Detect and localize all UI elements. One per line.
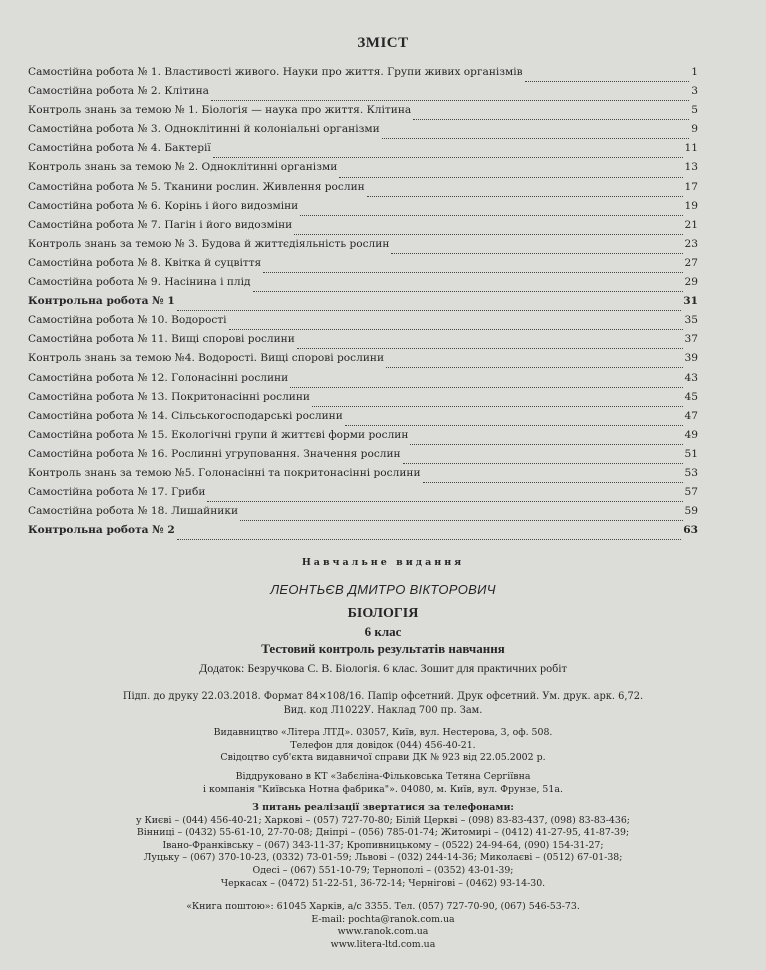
toc-entry (28, 410, 698, 429)
toc-entry (28, 314, 698, 333)
toc-dot-leader (386, 359, 682, 368)
toc-dot-leader (312, 398, 683, 407)
toc-dot-leader (410, 436, 682, 445)
toc-entry-title: Контроль знань за темою №5. Голонасінні та покритонасінні рослини (28, 466, 421, 479)
toc-dot-leader (300, 207, 682, 216)
toc-entry (28, 352, 698, 371)
toc-entry-page: 43 (684, 371, 698, 384)
toc-dot-leader (339, 169, 682, 178)
toc-entry-title: Самостійна робота № 13. Покритонасінні рослини (28, 390, 310, 403)
toc-entry-page: 29 (684, 276, 698, 289)
toc-entry-title: Самостійна робота № 12. Голонасінні рослини (28, 371, 289, 384)
publisher-line: Свідоцтво суб'єкта видавничої справи ДК № 923 від 22.05.2002 р. (220, 752, 546, 764)
toc-entry-page: 21 (684, 218, 698, 231)
toc-entry (28, 295, 698, 314)
toc-entry-page: 27 (684, 256, 698, 269)
page-title: ЗМІСТ (357, 35, 409, 51)
edition-type: Навчальне видання (301, 557, 465, 568)
toc-dot-leader (525, 73, 690, 82)
publisher-info (0, 727, 766, 765)
toc-entry (28, 85, 698, 104)
toc-entry-page: 5 (691, 104, 698, 117)
website-link: www.litera-ltd.com.ua (330, 938, 436, 950)
toc-entry (28, 66, 698, 85)
toc-dot-leader (403, 455, 683, 464)
toc-entry-page: 57 (684, 486, 698, 499)
toc-dot-leader (391, 245, 682, 254)
toc-entry (28, 486, 698, 505)
toc-entry-page: 59 (684, 505, 698, 518)
toc-entry (28, 524, 698, 543)
supplement-note: Додаток: Безручкова С. В. Біологія. 6 клас. Зошит для практичних робіт (199, 661, 567, 675)
print-info-line: Вид. код Л1022У. Наклад 700 пр. Зам. (283, 705, 483, 716)
contacts-line: Черкасах – (0472) 51-22-51, 36-72-14; Чернігові – (0462) 93-14-30. (220, 877, 546, 889)
toc-entry (28, 123, 698, 142)
grade: 6 клас (364, 624, 402, 639)
toc-entry-page: 1 (691, 66, 698, 78)
toc-entry-page: 3 (691, 85, 698, 98)
toc-entry-page: 23 (684, 237, 698, 250)
toc-entry-title: Самостійна робота № 8. Квітка й суцвіття (28, 256, 262, 269)
print-info-line: Підп. до друку 22.03.2018. Формат 84×108/16. Папір офсетний. Друк офсетний. Ум. друк. арк. 6,72. (122, 691, 644, 702)
toc-dot-leader (240, 512, 682, 521)
toc-dot-leader (297, 340, 683, 349)
toc-entry-page: 63 (683, 524, 698, 537)
toc-entry (28, 200, 698, 219)
publisher-line: Видавництво «Літера ЛТД». 03057, Київ, вул. Нестерова, 3, оф. 508. (213, 727, 553, 738)
toc-entry-page: 9 (691, 123, 698, 136)
website-link: www.ranok.com.ua (337, 926, 429, 938)
toc-entry-page: 37 (684, 333, 698, 346)
sales-contacts (0, 802, 766, 890)
toc-entry (28, 181, 698, 200)
toc-entry-title: Контроль знань за темою №4. Водорості. Вищі спорові рослини (28, 352, 385, 365)
toc-entry-page: 53 (684, 466, 698, 479)
toc-entry (28, 391, 698, 410)
toc-entry (28, 219, 698, 238)
toc-entry-title: Контроль знань за темою № 3. Будова й життєдіяльність рослин (28, 237, 390, 250)
toc-entry-title: Самостійна робота № 1. Властивості живого. Науки про життя. Групи живих організмів (28, 66, 523, 78)
toc-dot-leader (294, 226, 682, 235)
toc-entry-title: Самостійна робота № 9. Насінина і плід (28, 276, 251, 289)
toc-dot-leader (345, 417, 683, 426)
toc-dot-leader (207, 493, 682, 502)
email-address: E-mail: pochta@ranok.com.ua (311, 913, 455, 925)
toc-dot-leader (290, 379, 682, 388)
toc-entry-title: Контроль знань за темою № 2. Одноклітинні організми (28, 161, 338, 174)
toc-entry-title: Самостійна робота № 6. Корінь і його видозміни (28, 199, 299, 212)
toc-entry-title: Самостійна робота № 2. Клітина (28, 85, 209, 98)
toc-entry-title: Самостійна робота № 3. Одноклітинні й колоніальні організми (28, 123, 380, 136)
toc-dot-leader (367, 188, 683, 197)
toc-entry (28, 448, 698, 467)
contacts-line: Вінниці – (0432) 55-61-10, 27-70-08; Дніпрі – (056) 785-01-74; Житомирі – (0412) 41-27-95, 41-87-39; (136, 827, 630, 839)
publisher-line: Телефон для довідок (044) 456-40-21. (290, 739, 476, 751)
toc-entry-title: Самостійна робота № 11. Вищі спорові рослини (28, 333, 295, 346)
toc-entry-title: Контроль знань за темою № 1. Біологія — наука про життя. Клітина (28, 104, 412, 117)
mail-order-info (0, 901, 766, 951)
toc-entry-page: 39 (684, 352, 698, 365)
printer-line: і компанія "Київська Нотна фабрика"». 04080, м. Київ, вул. Фрунзе, 51а. (203, 783, 563, 795)
contacts-line: Одесі – (067) 551-10-79; Тернополі – (0352) 43-01-39; (252, 864, 514, 876)
toc-entry-title: Контрольна робота № 1 (28, 295, 175, 308)
toc-entry-title: Самостійна робота № 16. Рослинні угруповання. Значення рослин (28, 447, 401, 460)
toc-entry-page: 51 (684, 447, 698, 460)
toc-entry (28, 372, 698, 391)
toc-entry-title: Самостійна робота № 15. Екологічні групи й життєві форми рослин (28, 428, 409, 441)
toc-entry-title: Самостійна робота № 4. Бактерії (28, 142, 211, 155)
toc-entry-title: Самостійна робота № 5. Тканини рослин. Живлення рослин (28, 180, 365, 193)
toc-entry-page: 49 (684, 428, 698, 441)
toc-entry-title: Самостійна робота № 7. Пагін і його видозміни (28, 218, 293, 231)
toc-entry-page: 17 (684, 180, 698, 193)
toc-dot-leader (177, 531, 681, 540)
contacts-line: Луцьку – (067) 370-10-23, (0332) 73-01-59; Львові – (032) 244-14-36; Миколаєві – (0512) 67-01-38; (143, 852, 623, 864)
toc-entry (28, 505, 698, 524)
toc-entry (28, 276, 698, 295)
printer-line: Віддруковано в КТ «Забєліна-Фільковська Тетяна Сергіївна (235, 771, 531, 782)
toc-entry (28, 142, 698, 161)
toc-entry-page: 11 (684, 142, 698, 155)
toc-dot-leader (423, 474, 683, 483)
toc-dot-leader (263, 264, 682, 273)
toc-entry-title: Самостійна робота № 18. Лишайники (28, 505, 239, 518)
contacts-line: у Києві – (044) 456-40-21; Харкові – (057) 727-70-80; Білій Церкві – (098) 83-83-437, (098) 83-83-436; (136, 814, 630, 826)
contacts-heading: З питань реалізації звертатися за телефонами: (252, 802, 514, 813)
mail-order-line: «Книга поштою»: 61045 Харків, а/с 3355. Тел. (057) 727-70-90, (067) 546-53-73. (186, 901, 580, 912)
toc-dot-leader (382, 130, 690, 139)
toc-entry (28, 333, 698, 352)
toc-dot-leader (211, 92, 689, 101)
toc-entry (28, 257, 698, 276)
book-title: БІОЛОГІЯ (347, 606, 419, 621)
toc-dot-leader (413, 111, 689, 120)
toc-entry (28, 238, 698, 257)
toc-entry-page: 45 (684, 390, 698, 403)
toc-entry (28, 104, 698, 123)
toc-entry-title: Контрольна робота № 2 (28, 524, 175, 537)
toc-entry-title: Самостійна робота № 14. Сільськогосподарські рослини (28, 409, 343, 422)
toc-entry-page: 31 (683, 295, 698, 308)
toc-entry-title: Самостійна робота № 17. Гриби (28, 486, 206, 499)
printer-info (0, 771, 766, 796)
toc-dot-leader (213, 149, 683, 158)
toc-dot-leader (177, 302, 681, 311)
table-of-contents (28, 66, 698, 543)
print-info (0, 690, 766, 718)
toc-entry (28, 161, 698, 180)
toc-entry-title: Самостійна робота № 10. Водорості (28, 314, 227, 327)
toc-entry (28, 467, 698, 486)
toc-entry-page: 47 (684, 409, 698, 422)
toc-entry-page: 19 (684, 199, 698, 212)
contacts-line: Івано-Франківську – (067) 343-11-37; Кропивницькому – (0522) 24-94-64, (090) 154-31-27; (162, 839, 604, 851)
toc-entry-page: 35 (684, 314, 698, 327)
toc-entry-page: 13 (684, 161, 698, 174)
toc-dot-leader (253, 283, 683, 292)
toc-entry (28, 429, 698, 448)
author-name: ЛЕОНТЬЄВ ДМИТРО ВІКТОРОВИЧ (270, 582, 496, 597)
toc-dot-leader (229, 321, 683, 330)
book-subtitle: Тестовий контроль результатів навчання (261, 641, 505, 656)
